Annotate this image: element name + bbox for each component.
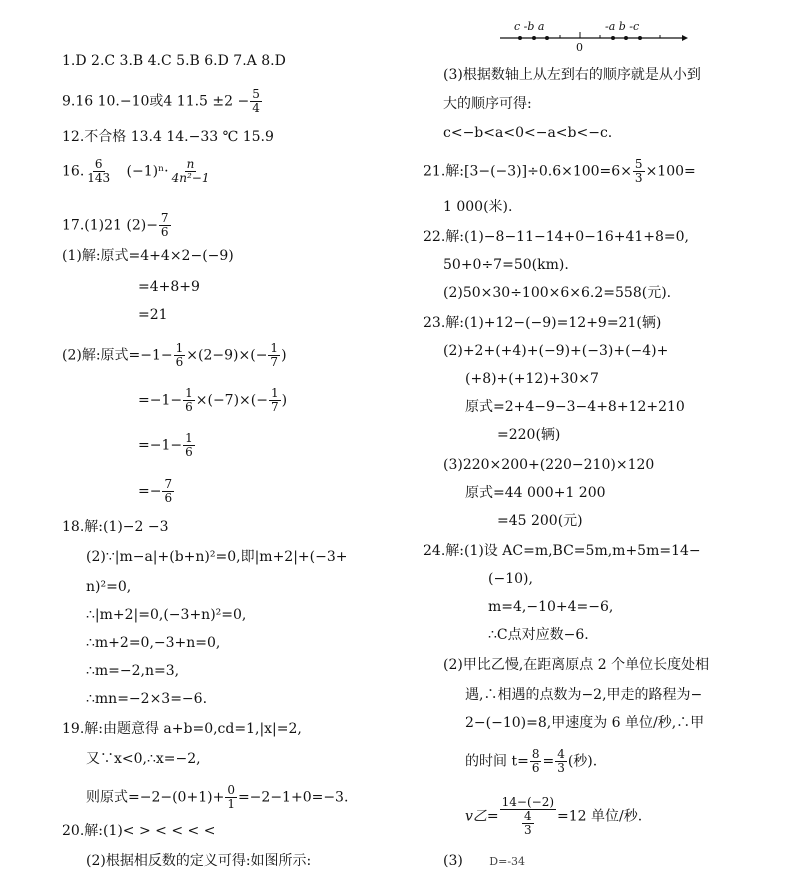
- numerator: 8: [531, 747, 540, 761]
- fraction: [555, 748, 567, 775]
- fraction: [85, 158, 112, 185]
- denominator: 6: [185, 445, 193, 459]
- solution-line: 23.解:(1)+12−(−9)=12+9=21(辆): [423, 315, 662, 331]
- solution-line: =4+8+9: [138, 279, 200, 295]
- denominator: 6: [175, 355, 184, 369]
- solution-line: 2−(−10)=8,甲速度为 6 单位/秒,∴甲: [465, 715, 705, 731]
- fraction: [170, 158, 212, 185]
- solution-line: 19.解:由题意得 a+b=0,cd=1,|x|=2,: [62, 721, 302, 737]
- numerator: 6: [94, 157, 103, 171]
- solution-text: ×(−7)×(−: [195, 392, 268, 409]
- arrow-icon: [682, 35, 688, 41]
- solution-line: n)²=0,: [86, 579, 132, 595]
- solution-line: ∴C点对应数−6.: [488, 627, 589, 643]
- solution-line: 18.解:(1)−2 −3: [62, 519, 169, 535]
- fraction: [530, 748, 542, 775]
- inner-denominator: 3: [524, 823, 532, 837]
- numerator: n: [186, 157, 195, 171]
- solution-line: 24.解:(1)设 AC=m,BC=5m,m+5m=14−: [423, 543, 701, 559]
- point-neg-c: [638, 36, 642, 40]
- answers-12-15: 12.不合格 13.4 14.−33 ℃ 15.9: [62, 129, 274, 145]
- solution-text: 则原式=−2−(0+1)+: [86, 789, 225, 806]
- solution-line: [86, 784, 348, 811]
- fraction: [159, 212, 171, 239]
- answers-9-11-text: 9.16 10.−10或4 11.5 ±2 −: [62, 93, 250, 110]
- point-b: [624, 36, 628, 40]
- solution-line: c<−b<a<0<−a<b<−c.: [443, 125, 613, 141]
- solution-text: 21.解:[3−(−3)]÷0.6×100=6×: [423, 163, 632, 180]
- answer-17: [62, 212, 172, 239]
- solution-line: (2)根据相反数的定义可得:如图所示:: [86, 853, 312, 869]
- denominator: 6: [531, 761, 540, 775]
- denominator: 1: [227, 797, 235, 811]
- point-c: [518, 36, 522, 40]
- denominator: 3: [634, 171, 643, 185]
- numberline-zero: 0: [576, 41, 583, 54]
- numerator: 0: [227, 783, 235, 797]
- solution-line: 1 000(米).: [443, 199, 513, 215]
- solution-line: ∴m=−2,n=3,: [86, 663, 180, 679]
- fraction: [225, 784, 237, 811]
- numerator: 7: [160, 211, 169, 225]
- numberline-labels-left: c -b a: [514, 20, 545, 33]
- denominator: 6: [185, 400, 193, 414]
- solution-line: =21: [138, 307, 168, 323]
- solution-line: [443, 852, 525, 871]
- denominator: 6: [164, 491, 173, 505]
- solution-line: [138, 432, 196, 459]
- numerator: 1: [270, 386, 279, 400]
- solution-line: (2)+2+(+4)+(−9)+(−3)+(−4)+: [443, 343, 669, 359]
- denominator: 6: [160, 225, 169, 239]
- solution-text: (2)解:原式=−1−: [62, 347, 173, 364]
- solution-text: (秒).: [567, 753, 598, 770]
- denominator: 143: [87, 171, 111, 185]
- fraction: [174, 342, 186, 369]
- solution-text: (3): [443, 853, 463, 869]
- numerator: 7: [164, 477, 173, 491]
- solution-line: [423, 158, 696, 185]
- numerator: 1: [185, 386, 193, 400]
- point-neg-b: [532, 36, 536, 40]
- solution-line: 原式=44 000+1 200: [465, 485, 606, 501]
- solution-line: [62, 342, 287, 369]
- answer-16: [62, 158, 212, 185]
- solution-line: [465, 748, 597, 775]
- solution-line: 原式=2+4−9−3−4+8+12+210: [465, 399, 685, 415]
- solution-line: =220(辆): [497, 427, 561, 443]
- solution-line: 又∵x<0,∴x=−2,: [86, 751, 201, 767]
- fraction: [269, 387, 281, 414]
- solution-line: (+8)+(+12)+30×7: [465, 371, 599, 387]
- answer-17-text: 17.(1)21 (2)−: [62, 217, 158, 234]
- numberline-labels-right: -a b -c: [605, 20, 640, 33]
- solution-line: [138, 478, 175, 505]
- point-a: [545, 36, 549, 40]
- solution-text: ×100=: [645, 163, 696, 180]
- solution-line: 22.解:(1)−8−11−14+0−16+41+8=0,: [423, 229, 689, 245]
- numerator: 5: [252, 87, 260, 101]
- solution-line: m=4,−10+4=−6,: [488, 599, 614, 615]
- solution-line: (−10),: [488, 571, 533, 587]
- solution-line: ∴|m+2|=0,(−3+n)²=0,: [86, 607, 247, 623]
- solution-line: (3)220×200+(220−210)×120: [443, 457, 655, 473]
- solution-text: =−1−: [138, 437, 183, 454]
- solution-line: (2)甲比乙慢,在距离原点 2 个单位长度处相: [443, 657, 710, 673]
- denominator: 4n²−1: [171, 171, 210, 185]
- fraction: [268, 342, 280, 369]
- denominator: 7: [270, 355, 279, 369]
- note-text: D=-34: [489, 855, 526, 868]
- solution-line: (2)∵|m−a|+(b+n)²=0,即|m+2|+(−3+: [86, 549, 348, 565]
- solution-line: (2)50×30÷100×6×6.2=558(元).: [443, 285, 672, 301]
- answer-16-sign: (−1)ⁿ·: [126, 163, 169, 180]
- numerator: 4: [557, 747, 565, 761]
- answers-9-11: [62, 88, 263, 115]
- solution-text: ×(2−9)×(−: [186, 347, 268, 364]
- solution-text: v乙=: [465, 808, 499, 825]
- solution-line: [138, 387, 287, 414]
- fraction: [183, 387, 195, 414]
- fraction: [250, 88, 262, 115]
- solution-text: =−1−: [138, 392, 183, 409]
- numerator: 1: [185, 431, 193, 445]
- numerator: 14−(−2): [501, 795, 555, 809]
- fraction: [183, 432, 195, 459]
- solution-text: =12 单位/秒.: [557, 808, 643, 825]
- solution-line: (1)解:原式=4+4×2−(−9): [62, 248, 234, 264]
- solution-line: ∴m+2=0,−3+n=0,: [86, 635, 221, 651]
- numerator: 5: [634, 157, 643, 171]
- solution-text: =: [542, 753, 555, 770]
- point-neg-a: [611, 36, 615, 40]
- numerator: 1: [270, 341, 279, 355]
- solution-text: 的时间 t=: [465, 753, 529, 770]
- solution-line: 20.解:(1)< > < < < <: [62, 823, 216, 839]
- solution-line: ∴mn=−2×3=−6.: [86, 691, 208, 707]
- solution-text: =−2−1+0=−3.: [237, 789, 349, 806]
- solution-line: 大的顺序可得:: [443, 96, 532, 112]
- numerator: 1: [175, 341, 184, 355]
- answer-16-label: 16.: [62, 163, 85, 180]
- fraction: [633, 158, 645, 185]
- solution-line: =45 200(元): [497, 513, 583, 529]
- denominator: 4: [252, 101, 260, 115]
- answers-1-8: 1.D 2.C 3.B 4.C 5.B 6.D 7.A 8.D: [62, 53, 286, 69]
- solution-line: [465, 796, 642, 837]
- denominator: [520, 810, 536, 837]
- solution-text: ): [281, 347, 287, 364]
- compound-fraction: [500, 796, 556, 837]
- number-line: [500, 18, 690, 58]
- denominator: 7: [270, 400, 279, 414]
- solution-text: ): [281, 392, 288, 409]
- solution-line: 50+0÷7=50(km).: [443, 257, 569, 273]
- inner-numerator: 4: [524, 809, 532, 823]
- denominator: 3: [557, 761, 565, 775]
- solution-text: =−: [138, 483, 162, 500]
- solution-line: (3)根据数轴上从左到右的顺序就是从小到: [443, 67, 701, 83]
- solution-line: 遇,∴相遇的点数为−2,甲走的路程为−: [465, 687, 703, 703]
- fraction: [162, 478, 174, 505]
